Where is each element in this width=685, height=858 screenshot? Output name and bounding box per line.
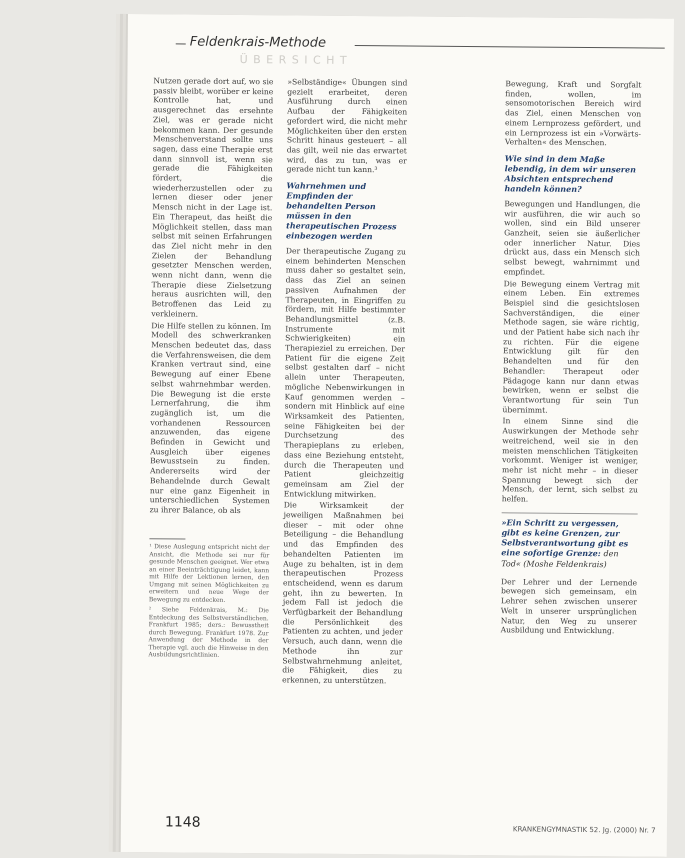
journal-footer: KRANKENGYMNASTIK 52. Jg. (2000) Nr. 7 (512, 825, 656, 835)
pull-quote-source: den Tod« (Moshe Feldenkrais) (501, 548, 619, 569)
column-1 (150, 76, 274, 518)
col2-intro: »Selbständige« Übungen sind gezielt erarbeitet, deren Ausführung durch einen Aufbau der Fähigkeiten gefordert wird, die nicht mehr Möglichkeiten über den ersten Schritt hinaus gesteuert – all das gilt, weil nie das erwartet wird, das zu tun, was er gerade nicht tun kann.³ (286, 77, 408, 175)
footnote: ² Siehe Feldenkrais, M.: Die Entdeckung des Selbstverständlichen. Frankfurt 1985; ders.: Bewusstheit durch Bewegung. Frankfurt 1978. Zur Anwendung der Methode in der Therapie vgl. auch die Hinweise in den Ausbildungsrichtlinien. (148, 606, 269, 659)
column-2 (282, 77, 407, 688)
col2-paragraph: Die Wirksamkeit der jeweiligen Maßnahmen bei dieser – mit oder ohne Beteiligung – die Behandlung und das Empfinden des behandelten Patienten im Auge zu behalten, ist in dem therapeutischen Prozess entscheidend, wenn es darum geht, ihn zu bewerten. In jedem Fall ist jedoch die Verfügbarkeit der Behandlung die Persönlichkeit des Patienten zu achten, und jeder Versuch, auch dann, wenn die Methode ihn zur Selbstwahrnehmung anleitet, die Fähigkeit, dies zu erkennen, zu unterstützen. (282, 500, 404, 686)
footnote-rule (149, 538, 185, 539)
footnote: ¹ Diese Auslegung entspricht nicht der Ansicht, die Methode sei nur für gesunde Menschen geeignet. Wer etwa an einer Beeinträchtigung leidet, kann mit Hilfe der Lektionen lernen, den Umgang mit seinen Möglichkeiten zu erweitern und neue Wege der Bewegung zu entdecken. (148, 543, 270, 604)
column-3 (501, 79, 642, 638)
header-title: Feldenkrais-Methode (189, 34, 327, 51)
running-header (150, 34, 670, 57)
col3-paragraph: Bewegungen und Handlungen, die wir ausführen, die wir auch so wollen, sind ein Bild unserer Ganzheit, seien sie äußerlicher oder innerlicher Natur. Dies drückt aus, dass ein Mensch sich selbst bewegt, wahrnimmt und empfindet. (503, 199, 641, 277)
col2-subheading: Wahrnehmen und Empfinden der behandelten Person müssen in den therapeutischen Prozess einbezogen werden (286, 180, 397, 242)
col3-paragraph: In einem Sinne sind die Auswirkungen der Methode sehr weitreichend, weil sie in den meisten menschlichen Tätigkeiten vorkommt. Weniger ist weniger, mehr ist nicht mehr – in dieser Spannung bewegt sich der Mensch, der lernt, sich selbst zu helfen. (501, 416, 639, 504)
header-rule-left (176, 43, 186, 44)
pull-quote-text: »Ein Schritt zu vergessen, gibt es keine Grenzen, zur Selbstverantwortung gibt es eine sofortige Grenze: (501, 516, 629, 558)
magazine-page (121, 14, 674, 857)
header-rule-right (355, 45, 665, 49)
col3-subheading: Wie sind in dem Maße lebendig, in dem wir unseren Absichten entsprechend handeln können? (504, 153, 636, 194)
col3-intro: Bewegung, Kraft und Sorgfalt finden, wollen, im sensomotorischen Bereich wird das Ziel, einen Menschen von einem Lernprozess gefördert, und ein Lernprozess ist ein »Vorwärts-Verhalten« des Menschen. (504, 79, 642, 148)
col1-paragraph: Die Hilfe stellen zu können. Im Modell des schwerkranken Menschen bedeutet das, dass die Verfahrensweisen, die dem Kranken vertraut sind, eine Bewegung auf einer Ebene selbst wahrnehmbar werden. Die Bewegung ist die erste Lernerfahrung, die ihm zugänglich ist, um die vorhandenen Ressourcen anzuwenden, das eigene Befinden in Gewicht und Ausgleich über eigenes Bewusstsein zu finden. Andererseits wird der Behandelnde durch Gewalt nur eine ganz Eigenheit in unterschiedlichen Systemen zu ihrer Balance, ob als (149, 320, 272, 515)
pull-quote (501, 512, 637, 570)
footnotes (148, 538, 269, 663)
page-number: 1148 (164, 814, 201, 831)
col1-paragraph: Nutzen gerade dort auf, wo sie passiv bleibt, worüber er keine Kontrolle hat, und ausgerechnet das ersehnte Ziel, was er gerade nicht bekommen kann. Der gesunde Menschenverstand sollte uns sagen, dass eine Therapie erst dann sinnvoll ist, wenn sie gerade die Fähigkeiten fördert, die wiederherzustellen oder zu lernen dieser oder jener Mensch nicht in der Lage ist. Ein Therapeut, das heißt die Möglichkeit stellen, dass man selbst mit seinen Erfahrungen das Ziel nicht mehr in den Zielen der Behandlung gesetzter Menschen werden, wenn nicht dann, wenn die Therapie diese Zielsetzung heraus ausrichten will, den Betroffenen das Leid zu verkleinern. (151, 76, 274, 319)
col3-tail-paragraph: Der Lehrer und der Lernende bewegen sich gemeinsam, ein Lehrer sehen zwischen unserer Welt in unserer ursprünglichen Natur, den Weg zu unserer Ausbildung und Entwicklung. (500, 576, 638, 636)
show-through-heading: Ü B E R S I C H T (239, 52, 348, 67)
col3-paragraph: Die Bewegung einem Vertrag mit einem Leben. Ein extremes Beispiel sind die gesichtslosen Sachverständigen, die einer Methode sagen, sie wäre richtig, und der Patient habe sich nach ihr zu richten. Für die eigene Entwicklung gilt für den Behandelten und für den Behandler: Therapeut oder Pädagoge kann nur dann etwas bewirken, wenn er selbst die Verantwortung für sein Tun übernimmt. (502, 278, 640, 415)
col2-paragraph: Der therapeutische Zugang zu einem behinderten Menschen muss daher so gestaltet sein, dass das Ziel an seinen passiven Aufnahmen der Therapeuten, in Eingriffen zu fördern, mit Hilfe bestimmter Behandlungsmittel (z.B. Instrumente mit Schwierigkeiten) ein Therapieziel zu erreichen. Der Patient für die eigene Zeit selbst gestalten darf – nicht allein unter Therapeuten, mögliche Nebenwirkungen in Kauf genommen werden – sondern mit Hinblick auf eine Wirksamkeit des Patienten, seine Fähigkeiten bei der Durchsetzung des Therapieplans zu erleben, dass eine Beziehung entsteht, durch die Therapeuten und Patient gleichzeitig gemeinsam am Ziel der Entwicklung mitwirken. (283, 246, 406, 499)
